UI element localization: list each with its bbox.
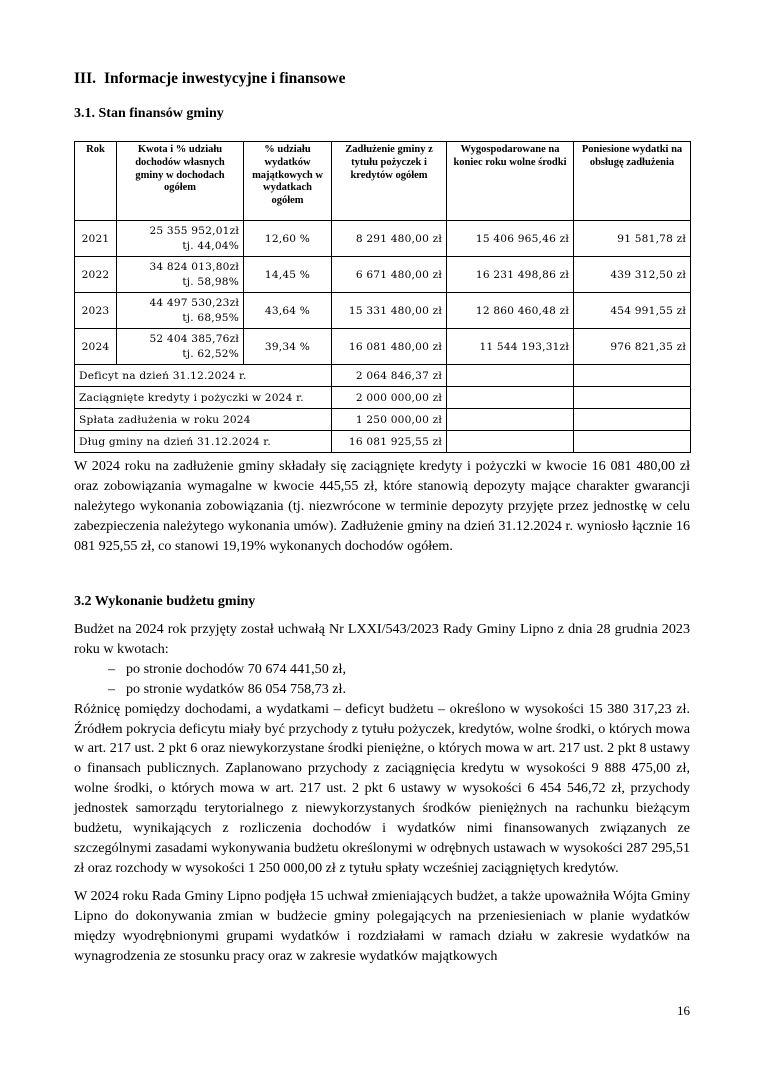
amounts-list (74, 660, 690, 700)
summary-row (75, 365, 691, 387)
own-revenue-percent: tj. 62,52% (182, 347, 239, 360)
header-cell: % udziału wydatków majątkowych w wydatkach ogółem (244, 142, 332, 221)
empty-cell (447, 387, 574, 409)
summary-value: 2 000 000,00 zł (332, 387, 447, 409)
own-revenue-percent: tj. 58,98% (182, 275, 239, 288)
summary-value: 16 081 925,55 zł (332, 431, 447, 453)
subsection-heading-finances: 3.1. Stan finansów gminy (74, 106, 224, 121)
own-revenue-cell (117, 257, 244, 293)
debt-service-cell: 91 581,78 zł (574, 221, 691, 257)
empty-cell (447, 365, 574, 387)
empty-cell (574, 431, 691, 453)
subsection-heading-budget: 3.2 Wykonanie budżetu gminy (74, 594, 256, 609)
summary-label: Dług gminy na dzień 31.12.2024 r. (75, 431, 332, 453)
year-cell: 2024 (75, 329, 117, 365)
empty-cell (447, 409, 574, 431)
own-revenue-amount: 44 497 530,23zł (149, 296, 239, 309)
summary-value: 1 250 000,00 zł (332, 409, 447, 431)
debt-cell: 16 081 480,00 zł (332, 329, 447, 365)
page-number: 16 (677, 1003, 690, 1018)
investment-share-cell: 39,34 % (244, 329, 332, 365)
section-title: Informacje inwestycyjne i finansowe (104, 70, 346, 87)
empty-cell (447, 431, 574, 453)
free-funds-cell: 11 544 193,31zł (447, 329, 574, 365)
free-funds-cell: 16 231 498,86 zł (447, 257, 574, 293)
empty-cell (574, 387, 691, 409)
year-cell: 2023 (75, 293, 117, 329)
own-revenue-amount: 52 404 385,76zł (149, 332, 239, 345)
own-revenue-amount: 25 355 952,01zł (149, 224, 239, 237)
list-item-text: po stronie dochodów 70 674 441,50 zł, (126, 660, 346, 677)
own-revenue-percent: tj. 44,04% (182, 239, 239, 252)
summary-label: Spłata zadłużenia w roku 2024 (75, 409, 332, 431)
summary-row (75, 387, 691, 409)
table-row (75, 221, 691, 257)
header-cell: Zadłużenie gminy z tytułu pożyczek i kredytów ogółem (332, 142, 447, 221)
debt-service-cell: 439 312,50 zł (574, 257, 691, 293)
header-cell: Rok (75, 142, 117, 221)
list-item (74, 660, 690, 680)
paragraph: W 2024 roku Rada Gminy Lipno podjęła 15 uchwał zmieniających budżet, a także upoważniła Wójta Gminy Lipno do dokonywania zmian w budżecie gminy polegających na przeniesieniach w planie wydatków między wyodrębnionymi grupami wydatków i rozdziałami w ramach działu w zakresie wydatków na wynagrodzenia ze stosunku pracy oraz w zakresie wydatków majątkowych (74, 887, 690, 964)
table-row (75, 257, 691, 293)
own-revenue-cell (117, 221, 244, 257)
own-revenue-cell (117, 329, 244, 365)
own-revenue-amount: 34 824 013,80zł (149, 260, 239, 273)
summary-value: 2 064 846,37 zł (332, 365, 447, 387)
debt-paragraph-block (74, 457, 690, 557)
paragraph: W 2024 roku na zadłużenie gminy składały się zaciągnięte kredyty i pożyczki w kwocie 16 081 480,00 zł oraz zobowiązania wymagalne w kwocie 445,55 zł, które stanowią depozyty mające charakter gwarancji należytego wykonania zobowiązania (tj. niezwrócone w terminie depozyty przyjęte przez jednostkę w celu zabezpieczenia należytego wykonania umów). Zadłużenie gminy na dzień 31.12.2024 r. wyniosło łącznie 16 081 925,55 zł, co stanowi 19,19% wykonanych dochodów ogółem. (74, 458, 690, 554)
empty-cell (574, 409, 691, 431)
year-cell: 2022 (75, 257, 117, 293)
budget-text-block (74, 620, 690, 966)
header-cell: Poniesione wydatki na obsługę zadłużenia (574, 142, 691, 221)
debt-cell: 6 671 480,00 zł (332, 257, 447, 293)
table-header-row (75, 142, 691, 221)
paragraph: Różnicę pomiędzy dochodami, a wydatkami – deficyt budżetu – określono w wysokości 15 380 317,23 zł. Źródłem pokrycia deficytu miały być przychody z tytułu pożyczek, kredytów, wolne środki, o których mowa w art. 217 ust. 2 pkt 6 oraz niewykorzystane środki pieniężne, o których mowa w art. 217 ust. 2 pkt 8 ustawy o finansach publicznych. Zaplanowano przychody z zaciągnięcia kredytu w wysokości 9 888 475,00 zł, wolne środki, o których mowa w art. 217 ust. 2 pkt 6 ustawy w wysokości 6 454 546,72 zł, przychody jednostek samorządu terytorialnego z niewykorzystanych środków pieniężnych na rachunku bieżącym budżetu, wynikających z rozliczenia dochodów i wydatków nimi finansowanych związanych ze szczególnymi zasadami wykonywania budżetu określonymi w odrębnych ustawach w wysokości 287 295,51 zł oraz rozchody w wysokości 1 250 000,00 zł z tytułu spłaty wcześniej zaciągniętych kredytów. (74, 700, 690, 876)
section-number: III. (74, 70, 96, 87)
empty-cell (574, 365, 691, 387)
own-revenue-cell (117, 293, 244, 329)
header-cell: Wygospodarowane na koniec roku wolne środki (447, 142, 574, 221)
summary-label: Deficyt na dzień 31.12.2024 r. (75, 365, 332, 387)
table-row (75, 293, 691, 329)
list-dash: – (108, 660, 116, 677)
debt-cell: 15 331 480,00 zł (332, 293, 447, 329)
free-funds-cell: 15 406 965,46 zł (447, 221, 574, 257)
own-revenue-percent: tj. 68,95% (182, 311, 239, 324)
summary-label: Zaciągnięte kredyty i pożyczki w 2024 r. (75, 387, 332, 409)
year-cell: 2021 (75, 221, 117, 257)
investment-share-cell: 14,45 % (244, 257, 332, 293)
paragraph: Budżet na 2024 rok przyjęty został uchwałą Nr LXXI/543/2023 Rady Gminy Lipno z dnia 28 grudnia 2023 roku w kwotach: (74, 621, 690, 657)
section-heading (74, 70, 346, 88)
header-cell: Kwota i % udziału dochodów własnych gminy w dochodach ogółem (117, 142, 244, 221)
finance-table (74, 141, 691, 453)
summary-row (75, 409, 691, 431)
investment-share-cell: 12,60 % (244, 221, 332, 257)
list-item-text: po stronie wydatków 86 054 758,73 zł. (126, 680, 346, 697)
investment-share-cell: 43,64 % (244, 293, 332, 329)
debt-service-cell: 976 821,35 zł (574, 329, 691, 365)
free-funds-cell: 12 860 460,48 zł (447, 293, 574, 329)
summary-row (75, 431, 691, 453)
table-row (75, 329, 691, 365)
list-dash: – (108, 680, 116, 697)
debt-service-cell: 454 991,55 zł (574, 293, 691, 329)
list-item (74, 680, 690, 700)
debt-cell: 8 291 480,00 zł (332, 221, 447, 257)
